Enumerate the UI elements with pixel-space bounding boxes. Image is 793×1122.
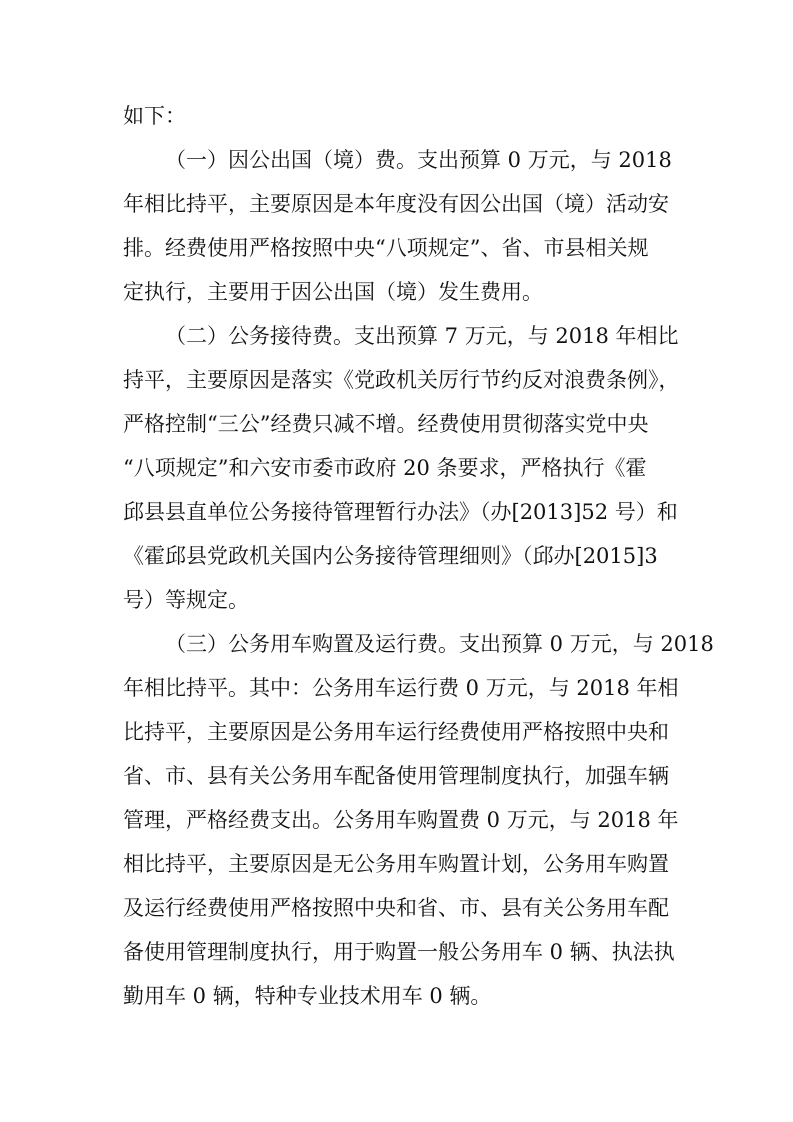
paragraph-3-line: 相比持平，主要原因是无公务用车购置计划，公务用车购置 [123, 852, 669, 876]
paragraph-3-line: 备使用管理制度执行，用于购置一般公务用车 0 辆、执法执 [123, 940, 675, 964]
paragraph-3-line: （三）公务用车购置及运行费。支出预算 0 万元，与 2018 [165, 632, 714, 656]
paragraph-2-line: 严格控制“三公”经费只减不增。经费使用贯彻落实党中央 [123, 412, 649, 436]
paragraph-3-line: 年相比持平。其中：公务用车运行费 0 万元，与 2018 年相 [123, 676, 679, 700]
paragraph-1-line: 年相比持平，主要原因是本年度没有因公出国（境）活动安 [123, 192, 669, 216]
paragraph-2-line: 《霍邱县党政机关国内公务接待管理细则》（邱办[2015]3 [123, 544, 658, 568]
paragraph-2-line: “八项规定”和六安市委市政府 20 条要求，严格执行《霍 [123, 456, 647, 480]
paragraph-1-line: 排。经费使用严格按照中央“八项规定”、省、市县相关规 [123, 236, 649, 260]
paragraph-2-line: 号）等规定。 [123, 588, 249, 612]
paragraph-3-line: 管理，严格经费支出。公务用车购置费 0 万元，与 2018 年 [123, 808, 679, 832]
paragraph-3-line: 及运行经费使用严格按照中央和省、市、县有关公务用车配 [123, 896, 669, 920]
paragraph-1-line: （一）因公出国（境）费。支出预算 0 万元，与 2018 [165, 148, 672, 172]
paragraph-2-line: 邱县县直单位公务接待管理暂行办法》（办[2013]52 号）和 [123, 500, 678, 524]
text-line: 如下： [123, 104, 186, 128]
paragraph-3-line: 勤用车 0 辆，特种专业技术用车 0 辆。 [123, 984, 492, 1008]
paragraph-2-line: 持平，主要原因是落实《党政机关厉行节约反对浪费条例》， [123, 368, 680, 392]
paragraph-2-line: （二）公务接待费。支出预算 7 万元，与 2018 年相比 [165, 324, 679, 348]
paragraph-1-line: 定执行，主要用于因公出国（境）发生费用。 [123, 280, 543, 304]
paragraph-3-line: 比持平，主要原因是公务用车运行经费使用严格按照中央和 [123, 720, 669, 744]
paragraph-3-line: 省、市、县有关公务用车配备使用管理制度执行，加强车辆 [123, 764, 669, 788]
